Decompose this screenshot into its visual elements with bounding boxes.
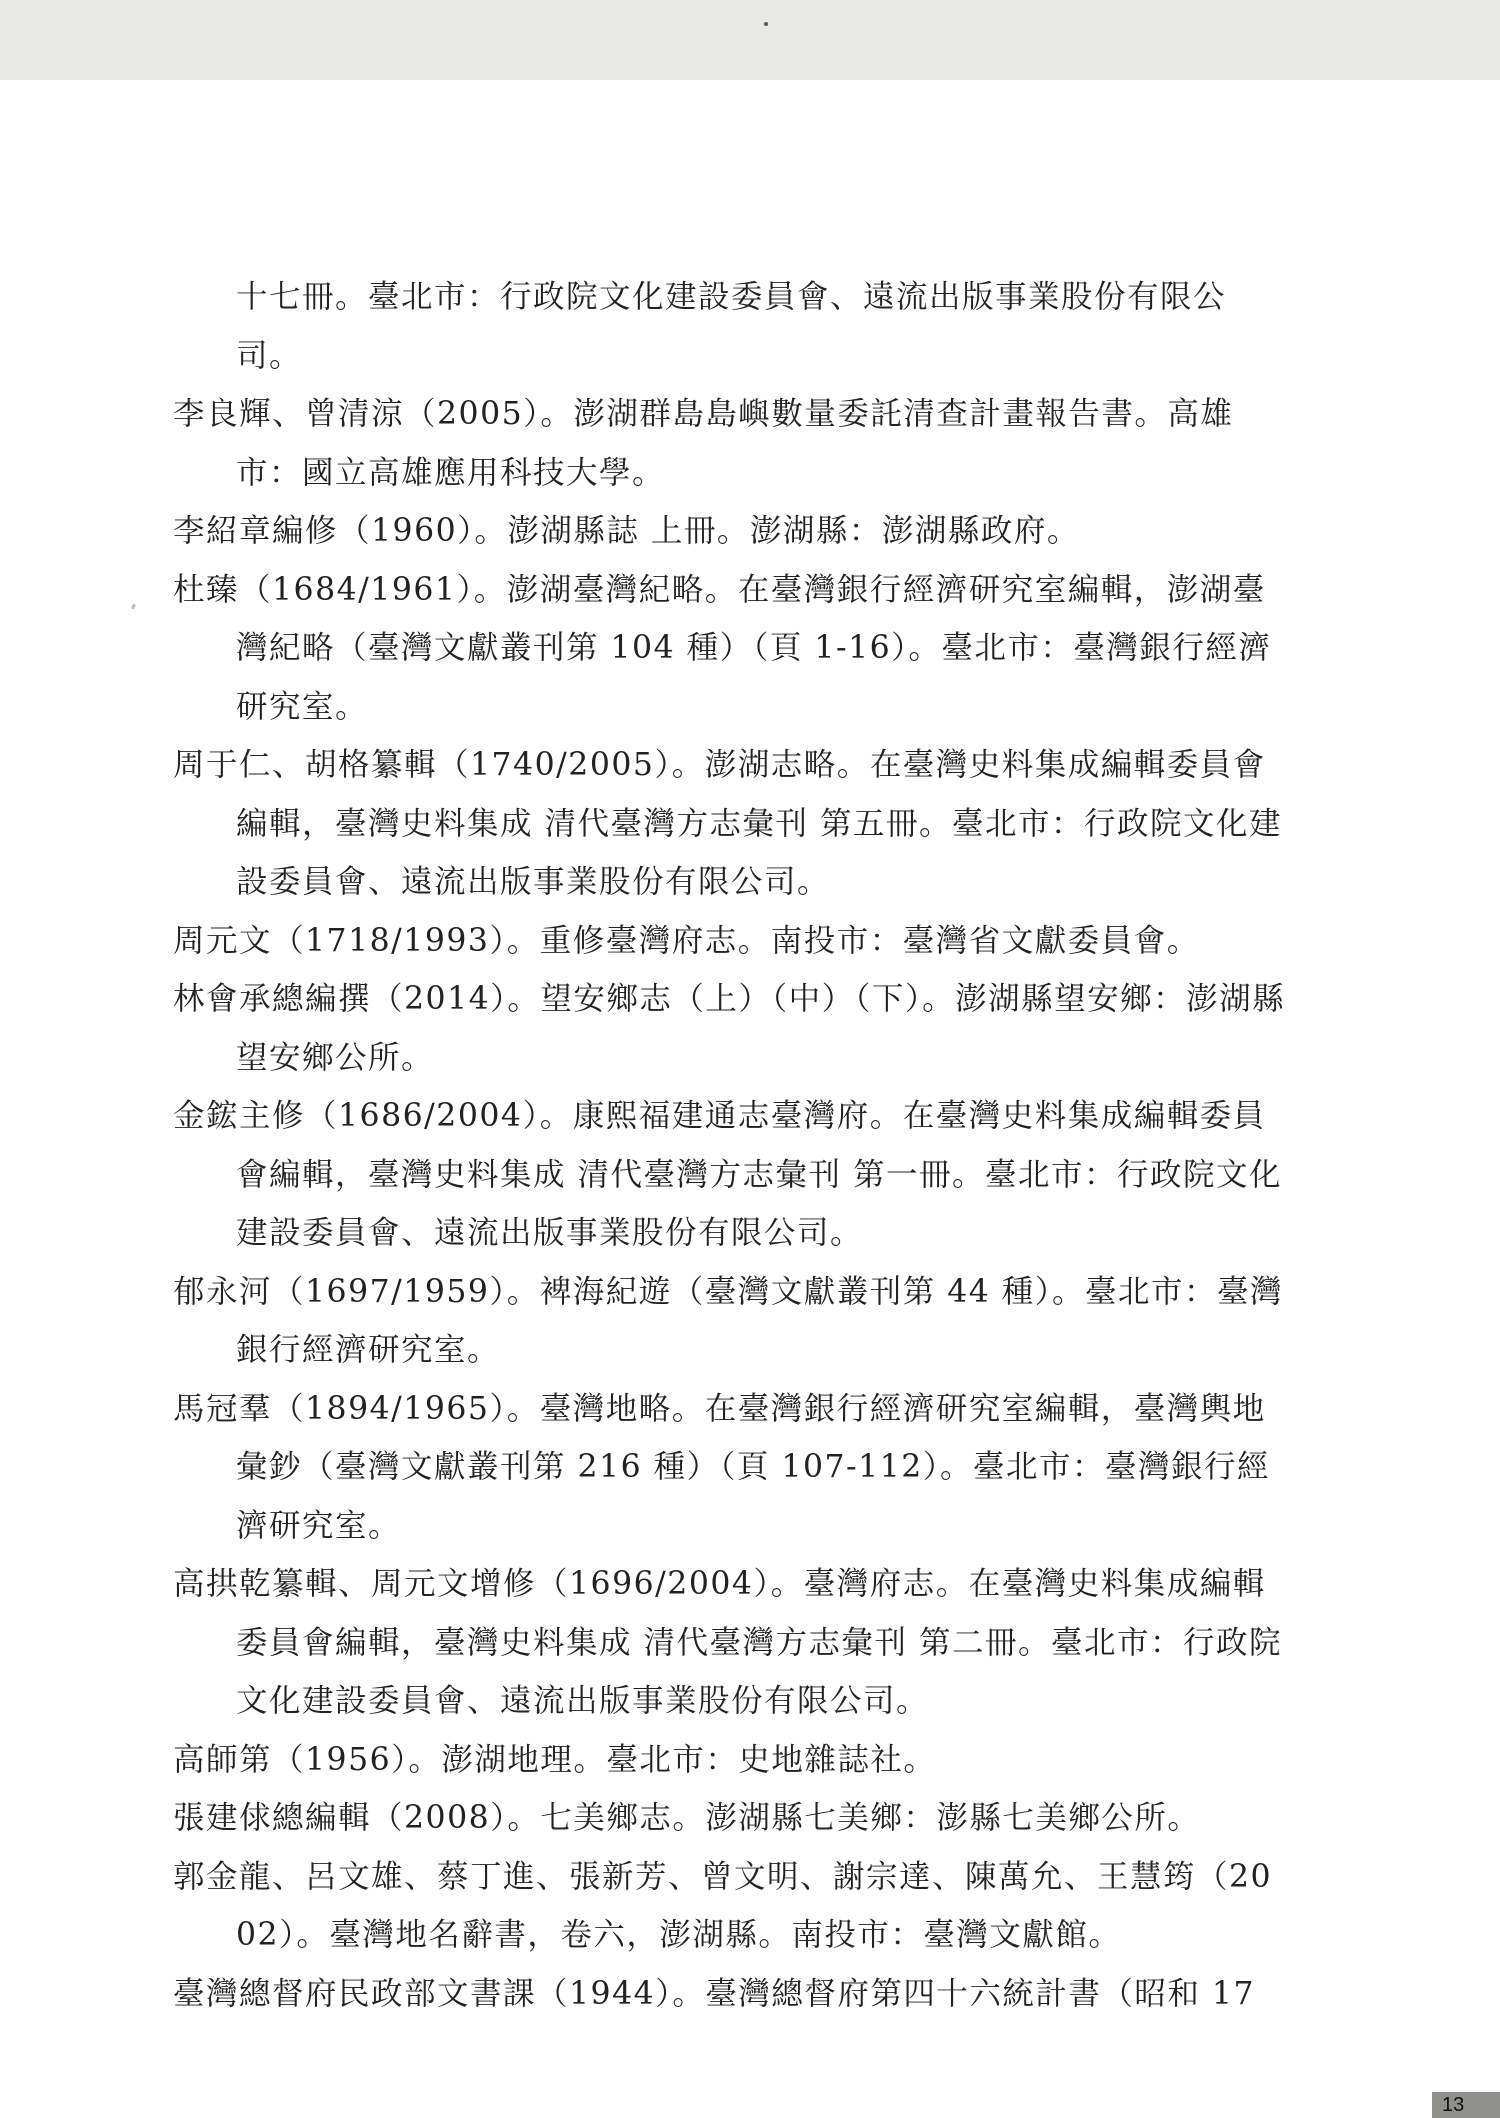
scan-top-border [0,0,1500,80]
reference-entry: 周于仁、胡格纂輯（1740/2005）。澎湖志略。在臺灣史料集成編輯委員會編輯，臺灣史料集成 清代臺灣方志彙刊 第五冊。臺北市：行政院文化建設委員會、遠流出版事業股份有限公司。 [173,747,1283,900]
reference-entry: 高拱乾纂輯、周元文增修（1696/2004）。臺灣府志。在臺灣史料集成編輯委員會編輯，臺灣史料集成 清代臺灣方志彙刊 第二冊。臺北市：行政院文化建設委員會、遠流出版事業股份有限公司。 [173,1566,1283,1719]
reference-entry: 馬冠羣（1894/1965）。臺灣地略。在臺灣銀行經濟研究室編輯，臺灣輿地彙鈔（臺灣文獻叢刊第 216 種）（頁 107-112）。臺北市：臺灣銀行經濟研究室。 [173,1390,1271,1544]
reference-entry: 高師第（1956）。澎湖地理。臺北市：史地雜誌社。 [173,1741,937,1778]
reference-entry: 十七冊。臺北市：行政院文化建設委員會、遠流出版事業股份有限公司。 [236,279,1227,374]
reference-entry: 郭金龍、呂文雄、蔡丁進、張新芳、曾文明、謝宗達、陳萬允、王慧筠（2002）。臺灣地名辭書，卷六，澎湖縣。南投市：臺灣文獻館。 [173,1858,1273,1953]
reference-entry: 張建俅總編輯（2008）。七美鄉志。澎湖縣七美鄉：澎縣七美鄉公所。 [173,1800,1201,1836]
reference-entry: 林會承總編撰（2014）。望安鄉志（上）（中）（下）。澎湖縣望安鄉：澎湖縣望安鄉公所。 [173,981,1286,1076]
reference-list [173,268,1288,2023]
reference-entry: 金鋐主修（1686/2004）。康熙福建通志臺灣府。在臺灣史料集成編輯委員會編輯，臺灣史料集成 清代臺灣方志彙刊 第一冊。臺北市：行政院文化建設委員會、遠流出版事業股份有限公司。 [173,1098,1283,1251]
scan-dust-dot [764,22,768,26]
scan-speck [131,604,136,610]
reference-entry: 郁永河（1697/1959）。裨海紀遊（臺灣文獻叢刊第 44 種）。臺北市：臺灣銀行經濟研究室。 [173,1273,1284,1368]
reference-entry: 李紹章編修（1960）。澎湖縣誌 上冊。澎湖縣：澎湖縣政府。 [173,513,1080,549]
reference-entry: 周元文（1718/1993）。重修臺灣府志。南投市：臺灣省文獻委員會。 [173,922,1200,959]
reference-entry: 李良輝、曾清涼（2005）。澎湖群島島嶼數量委託清查計畫報告書。高雄市：國立高雄應用科技大學。 [173,396,1234,491]
reference-entry: 杜臻（1684/1961）。澎湖臺灣紀略。在臺灣銀行經濟研究室編輯，澎湖臺灣紀略（臺灣文獻叢刊第 104 種）（頁 1-16）。臺北市：臺灣銀行經濟研究室。 [173,571,1272,725]
page-number: 13 [1432,2092,1500,2118]
reference-entry: 臺灣總督府民政部文書課（1944）。臺灣總督府第四十六統計書（昭和 17 [173,1975,1256,2012]
